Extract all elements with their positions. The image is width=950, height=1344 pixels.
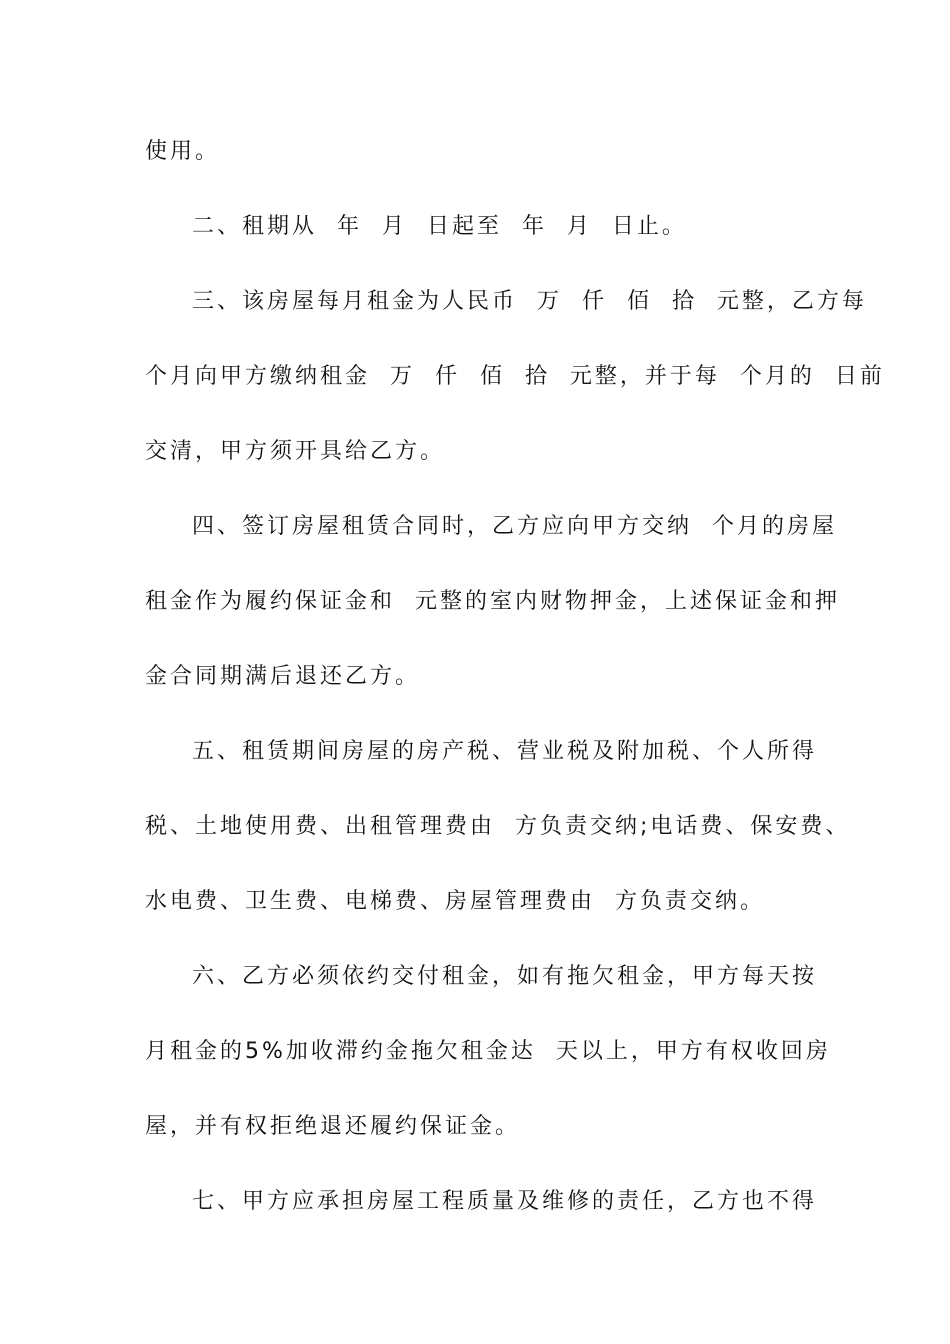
text-line: 金合同期满后退还乙方。 — [145, 664, 421, 689]
text-line: 四、签订房屋租赁合同时，乙方应向甲方交纳 个月的房屋 — [192, 514, 837, 539]
text-line: 六、乙方必须依约交付租金，如有拖欠租金，甲方每天按 — [192, 964, 818, 989]
text-line: 使用。 — [145, 139, 221, 164]
text-line: 屋，并有权拒绝退还履约保证金。 — [145, 1114, 521, 1139]
text-line: 交清，甲方须开具给乙方。 — [145, 439, 446, 464]
text-line: 七、甲方应承担房屋工程质量及维修的责任，乙方也不得 — [192, 1189, 818, 1214]
text-line: 个月向甲方缴纳租金 万 仟 佰 拾 元整，并于每 个月的 日前 — [145, 364, 885, 389]
text-line: 五、租赁期间房屋的房产税、营业税及附加税、个人所得 — [192, 739, 818, 764]
text-line: 二、租期从 年 月 日起至 年 月 日止。 — [192, 214, 687, 239]
text-line: 三、该房屋每月租金为人民币 万 仟 佰 拾 元整，乙方每 — [192, 289, 867, 314]
text-line: 水电费、卫生费、电梯费、房屋管理费由 方负责交纳。 — [145, 889, 765, 914]
text-line: 月租金的5%加收滞约金拖欠租金达 天以上，甲方有权收回房 — [145, 1039, 831, 1064]
text-line: 税、土地使用费、出租管理费由 方负责交纳;电话费、保安费、 — [145, 814, 851, 839]
text-line: 租金作为履约保证金和 元整的室内财物押金，上述保证金和押 — [145, 589, 840, 614]
